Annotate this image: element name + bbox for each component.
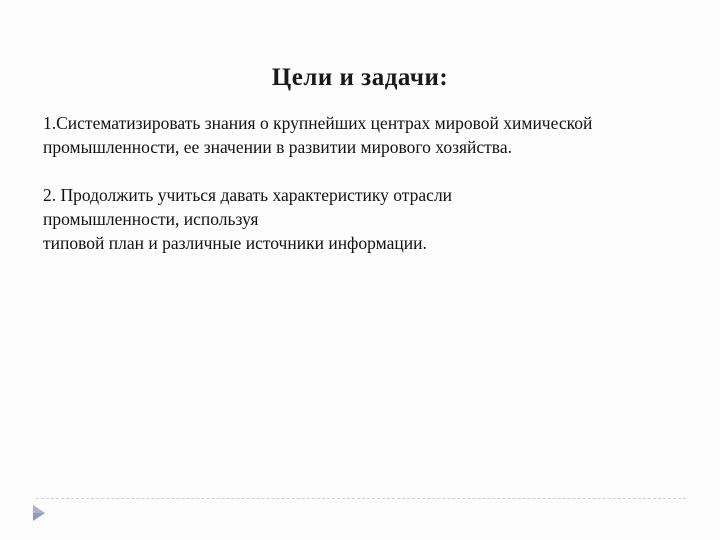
goal-1-line-1: 1.Систематизировать знания о крупнейших центрах мировой химической [43,113,593,133]
footer-divider [36,498,686,499]
goal-1-line-2: промышленности, ее значении в развитии мирового хозяйства. [43,137,512,157]
goal-2-line-1: 2. Продолжить учиться давать характеристику отрасли [43,185,453,205]
goal-paragraph-2 [43,183,703,255]
goal-2-line-3: типовой план и различные источники информации. [43,233,427,253]
goal-2-line-2: промышленности, используя [43,209,259,229]
slide-body [43,111,703,255]
slide-title: Цели и задачи: [271,64,449,91]
goal-paragraph-1 [43,111,703,159]
triangle-bullet-icon [31,504,47,522]
